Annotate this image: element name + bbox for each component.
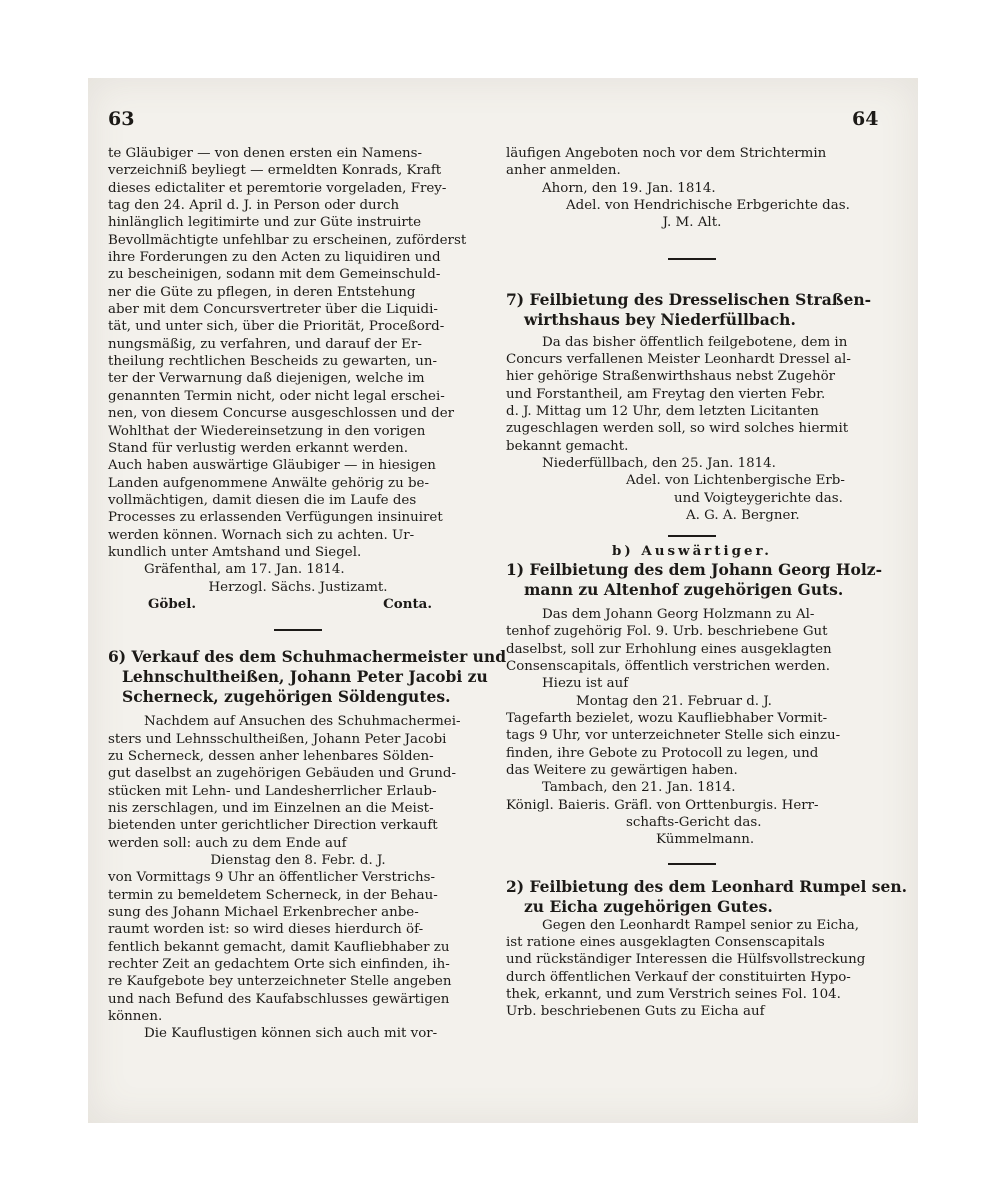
section-divider [668,535,716,537]
text-line: Stand für verlustig werden erkannt werden. [108,440,409,456]
signer: J. M. Alt. [662,215,722,231]
left-column [108,145,507,1043]
text-line: tenhof zugehörig Fol. 9. Urb. beschriebene Gut [506,624,828,640]
heading-line: 1) Feilbietung des dem Johann Georg Holz- [506,559,883,579]
text-line: Bevollmächtigte unfehlbar zu erscheinen, zuförderst [108,232,467,248]
text-line: Urb. beschriebenen Guts zu Eicha auf [506,1004,765,1020]
date-line: Montag den 21. Februar d. J. [576,693,772,709]
section-heading [108,647,507,707]
text-line: te Gläubiger — von denen ersten ein Namens- [108,146,423,161]
text-line: zu bescheinigen, sodann mit dem Gemeinschuld- [108,267,441,283]
subsection-heading: b) Auswärtiger. [612,542,772,559]
text-line: sters und Lehnsschultheißen, Johann Peter Jacobi [108,731,447,747]
text-line: tag den 24. April d. J. in Person oder durch [108,198,400,214]
text-line: anher anmelden. [506,163,621,179]
heading-line: wirthshaus bey Niederfüllbach. [524,309,796,329]
text-line: tags 9 Uhr, vor unterzeichneter Stelle sich einzu- [506,728,841,744]
text-line: und rückständiger Interessen die Hülfsvollstreckung [506,952,866,968]
text-line: werden können. Wornach sich zu achten. Ur- [108,527,415,543]
text-line: und nach Befund des Kaufabschlusses gewärtigen [108,991,450,1007]
left-intro-paragraph [108,145,488,561]
text-line: dieses edictaliter et peremtorie vorgeladen, Frey- [108,180,447,196]
authority: Herzogl. Sächs. Justizamt. [208,579,388,595]
section-divider [274,629,322,631]
section-heading [506,876,908,917]
text-line: von Vormittags 9 Uhr an öffentlicher Verstrichs- [108,870,436,886]
text-line: Landen aufgenommene Anwälte gehörig zu be- [108,475,429,491]
text-line: Da das bisher öffentlich feilgebotene, dem in [542,334,848,350]
heading-line: Scherneck, zugehörigen Söldengutes. [122,687,451,707]
text-line: Concurs verfallenen Meister Leonhardt Dressel al- [506,352,851,368]
text-line: nungsmäßig, zu verfahren, und darauf der Er- [108,336,422,352]
text-line: termin zu bemeldetem Scherneck, in der Behau- [108,887,438,903]
text-line: genannten Termin nicht, oder nicht legal erschei- [108,388,445,404]
text-line: Die Kauflustigen können sich auch mit vor- [144,1026,438,1042]
place-date: Niederfüllbach, den 25. Jan. 1814. [542,456,776,472]
heading-line: zu Eicha zugehörigen Gutes. [524,896,773,916]
authority: Adel. von Hendrichische Erbgerichte das. [566,198,850,214]
section-heading [506,559,883,600]
text-line: Processes zu erlassenden Verfügungen insinuiret [108,510,443,526]
page-number-left: 63 [108,108,135,130]
right-column [506,145,908,1021]
authority: und Voigteygerichte das. [674,490,843,506]
text-line: gut daselbst an zugehörigen Gebäuden und Grund- [108,766,457,782]
page-number-right: 64 [852,108,879,130]
heading-line: mann zu Altenhof zugehörigen Guts. [524,579,844,599]
text-line: tät, und unter sich, über die Priorität, Proceßord- [108,319,445,335]
text-line: zugeschlagen werden soll, so wird solches hiermit [506,421,849,437]
text-line: durch öffentlichen Verkauf der constituirten Hypo- [506,969,851,985]
text-line: stücken mit Lehn- und Landesherrlicher Erlaub- [108,783,437,799]
text-line: hier gehörige Straßenwirthshaus nebst Zugehör [506,369,836,385]
text-line: ner die Güte zu pflegen, in deren Entstehung [108,284,416,300]
text-line: werden soll: auch zu dem Ende auf [108,835,347,851]
heading-line: 7) Feilbietung des Dresselischen Straßen- [506,289,872,309]
text-line: ihre Forderungen zu den Acten zu liquidiren und [108,250,441,266]
signer: A. G. A. Bergner. [686,508,800,524]
text-line: fentlich bekannt gemacht, damit Kaufliebhaber zu [108,939,450,955]
text-line: Wohlthat der Wiedereinsetzung in den vorigen [108,423,426,439]
text-line: re Kaufgebote bey unterzeichneter Stelle angeben [108,974,452,990]
text-line: Das dem Johann Georg Holzmann zu Al- [542,606,815,622]
text-line: d. J. Mittag um 12 Uhr, dem letzten Licitanten [506,404,819,420]
text-line: aber mit dem Concursvertreter über die Liquidi- [108,302,438,318]
text-line: zu Scherneck, dessen anher lehenbares Sölden- [108,748,434,764]
text-line: bietenden unter gerichtlicher Direction verkauft [108,818,438,834]
text-line: Gegen den Leonhardt Rampel senior zu Eicha, [542,917,859,933]
text-line: das Weitere zu gewärtigen haben. [506,762,738,778]
text-line: und Forstantheil, am Freytag den vierten Febr. [506,386,826,402]
text-line: nen, von diesem Concurse ausgeschlossen und der [108,406,455,422]
text-line: vollmächtigen, damit diesen die im Laufe des [108,492,417,508]
text-line: Auch haben auswärtige Gläubiger — in hiesigen [108,458,436,474]
text-line: bekannt gemacht. [506,438,629,454]
text-line: sung des Johann Michael Erkenbrecher anbe- [108,905,419,921]
authority: schafts-Gericht das. [626,814,762,830]
text-line: daselbst, soll zur Erhohlung eines ausgeklagten [506,641,832,657]
heading-line: 2) Feilbietung des dem Leonhard Rumpel sen. [506,876,908,896]
text-line: theilung rechtlichen Bescheids zu gewarten, un- [108,354,438,370]
text-line: Consenscapitals, öffentlich verstrichen werden. [506,658,830,674]
text-line: Nachdem auf Ansuchen des Schuhmachermei- [144,714,461,730]
section-divider [668,863,716,865]
text-line: rechter Zeit an gedachtem Orte sich einfinden, ih- [108,957,450,973]
place-date: Gräfenthal, am 17. Jan. 1814. [144,562,345,578]
text-line: thek, erkannt, und zum Verstrich seines Fol. 104. [506,987,841,1003]
signatures [108,596,488,613]
text-line: kundlich unter Amtshand und Siegel. [108,544,362,560]
authority: Königl. Baieris. Gräfl. von Orttenburgis. Herr- [506,797,819,813]
text-line: ist ratione eines ausgeklagten Consenscapitals [506,935,825,950]
text-line: läufigen Angeboten noch vor dem Strichtermin [506,146,827,161]
heading-line: 6) Verkauf des dem Schuhmachermeister und [108,647,507,667]
place-date: Ahorn, den 19. Jan. 1814. [542,180,716,196]
text-line: finden, ihre Gebote zu Protocoll zu legen, und [506,745,819,761]
heading-line: Lehnschultheißen, Johann Peter Jacobi zu [122,667,488,687]
date-line: Dienstag den 8. Febr. d. J. [210,853,386,869]
text-line: hinlänglich legitimirte und zur Güte instruirte [108,215,422,231]
text-line: nis zerschlagen, und im Einzelnen an die Meist- [108,801,434,816]
text-line: Tagefarth bezielet, wozu Kaufliebhaber Vormit- [506,710,828,726]
signer-left: Göbel. [148,595,196,612]
text-line: können. [108,1009,163,1025]
section-heading [506,290,878,330]
text-line: verzeichniß beyliegt — ermeldten Konrads, Kraft [108,163,442,179]
place-date: Tambach, den 21. Jan. 1814. [542,780,736,796]
text-line: Hiezu ist auf [542,676,629,692]
text-line: ter der Verwarnung daß diejenigen, welche im [108,371,425,387]
section-divider [668,258,716,260]
signer: Kümmelmann. [656,832,755,848]
section-body [108,713,488,1043]
text-line: raumt worden ist: so wird dieses hierdurch öf- [108,922,424,938]
authority: Adel. von Lichtenbergische Erb- [626,473,845,489]
signer-right: Conta. [383,595,432,612]
